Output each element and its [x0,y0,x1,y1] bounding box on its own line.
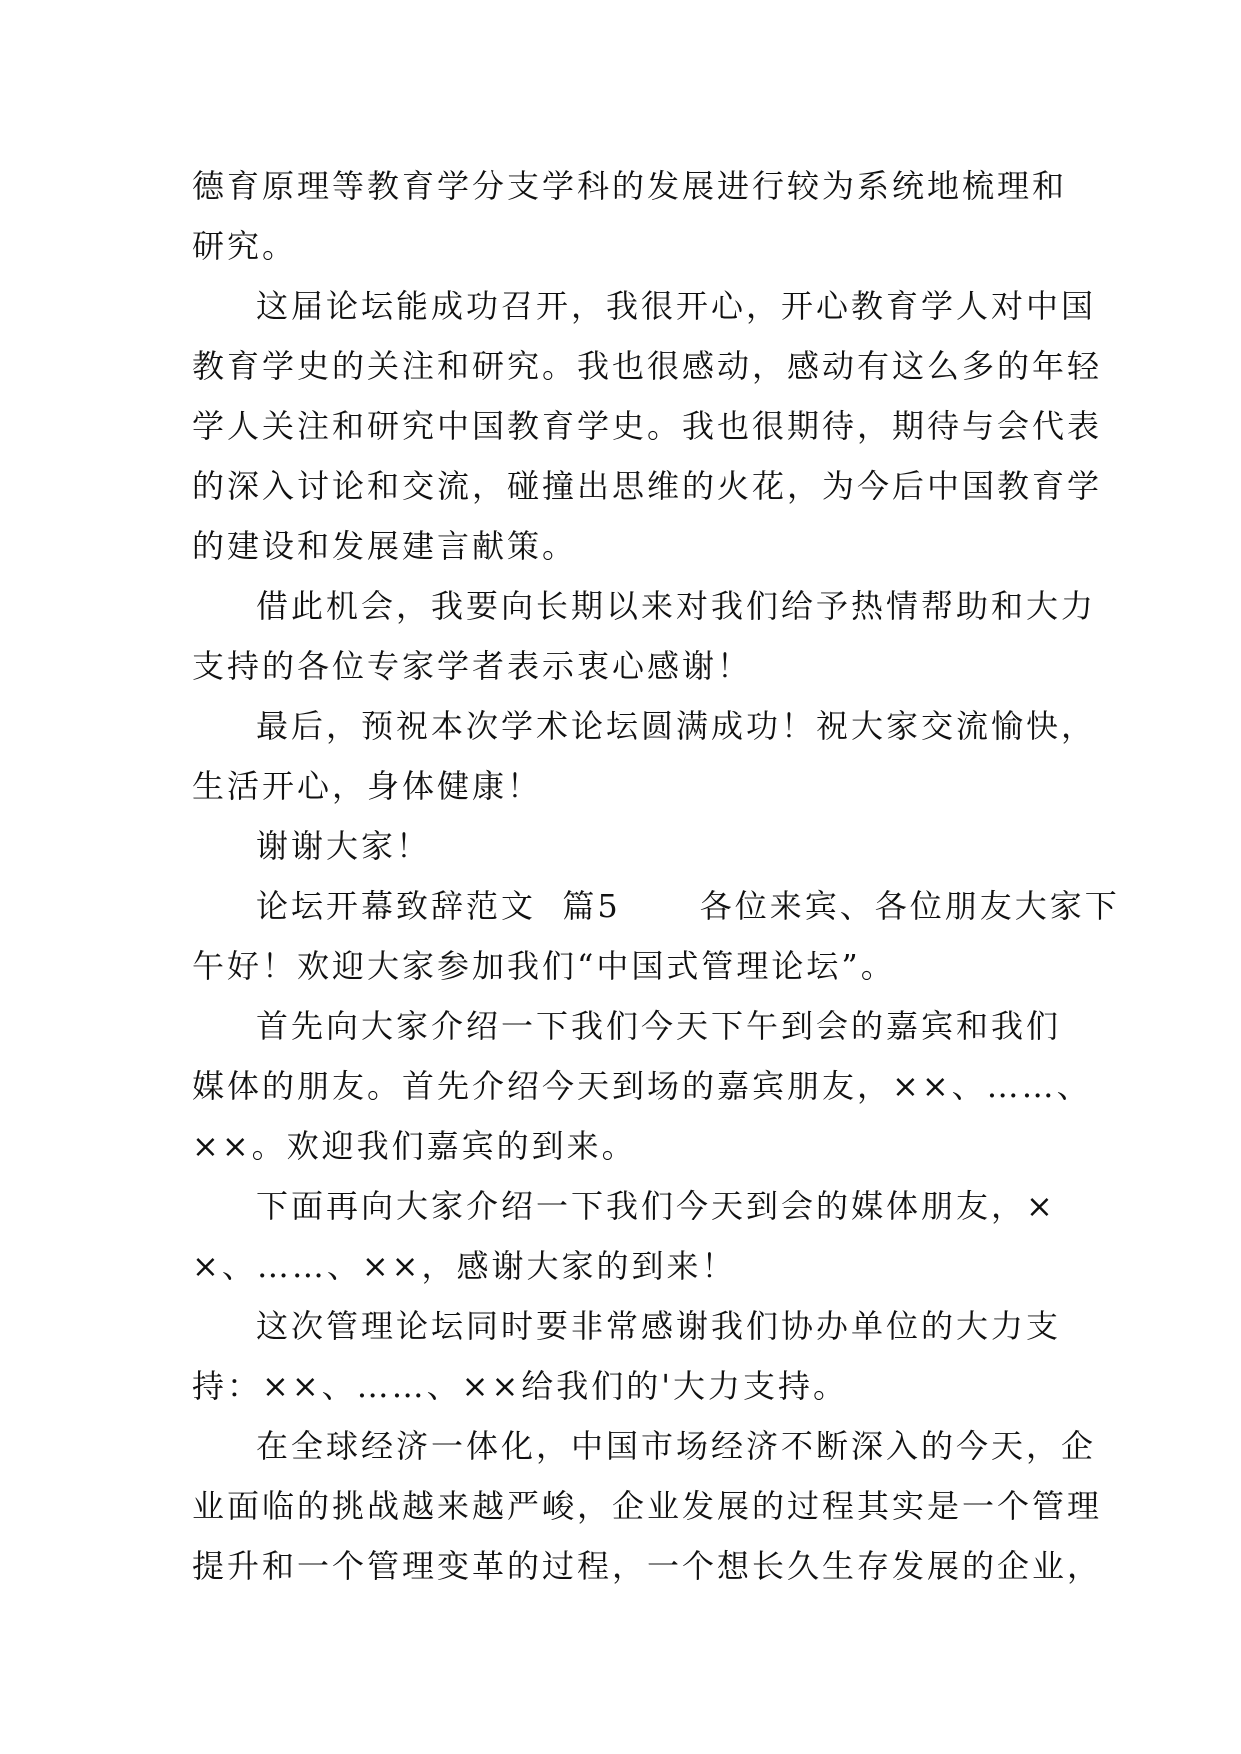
text-line: 谢谢大家！ [256,827,432,865]
text-line: 提升和一个管理变革的过程，一个想长久生存发展的企业， [192,1547,1103,1585]
text-line: 最后，预祝本次学术论坛圆满成功！祝大家交流愉快， [256,707,1097,745]
text-line: 生活开心，身体健康！ [192,767,543,805]
text-line: ××。欢迎我们嘉宾的到来。 [192,1127,637,1165]
text-line: 借此机会，我要向长期以来对我们给予热情帮助和大力 [256,587,1097,625]
text-line: 媒体的朋友。首先介绍今天到场的嘉宾朋友，××、……、 [192,1067,1092,1105]
text-line: 学人关注和研究中国教育学史。我也很期待，期待与会代表 [192,407,1103,445]
text-line: 研究。 [192,227,298,265]
text-line: ×、……、××，感谢大家的到来！ [192,1247,737,1285]
text-line: 的建设和发展建言献策。 [192,527,578,565]
text-line: 午好！欢迎大家参加我们“中国式管理论坛”。 [192,947,896,985]
text-line: 这次管理论坛同时要非常感谢我们协办单位的大力支 [256,1307,1062,1345]
text-line: 在全球经济一体化，中国市场经济不断深入的今天，企 [256,1427,1097,1465]
text-line: 教育学史的关注和研究。我也很感动，感动有这么多的年轻 [192,347,1103,385]
text-line: 支持的各位专家学者表示衷心感谢！ [192,647,753,685]
text-line: 德育原理等教育学分支学科的发展进行较为系统地梳理和 [192,167,1068,205]
section-heading-line: 论坛开幕致辞范文 篇5 各位来宾、各位朋友大家下 [256,887,1120,925]
text-line: 下面再向大家介绍一下我们今天到会的媒体朋友，× [256,1187,1056,1225]
text-line: 业面临的挑战越来越严峻，企业发展的过程其实是一个管理 [192,1487,1103,1525]
document-page [192,156,1120,1596]
text-line: 首先向大家介绍一下我们今天下午到会的嘉宾和我们 [256,1007,1062,1045]
text-line: 持：××、……、××给我们的'大力支持。 [192,1367,849,1405]
text-line: 这届论坛能成功召开，我很开心，开心教育学人对中国 [256,287,1097,325]
text-line: 的深入讨论和交流，碰撞出思维的火花，为今后中国教育学 [192,467,1103,505]
